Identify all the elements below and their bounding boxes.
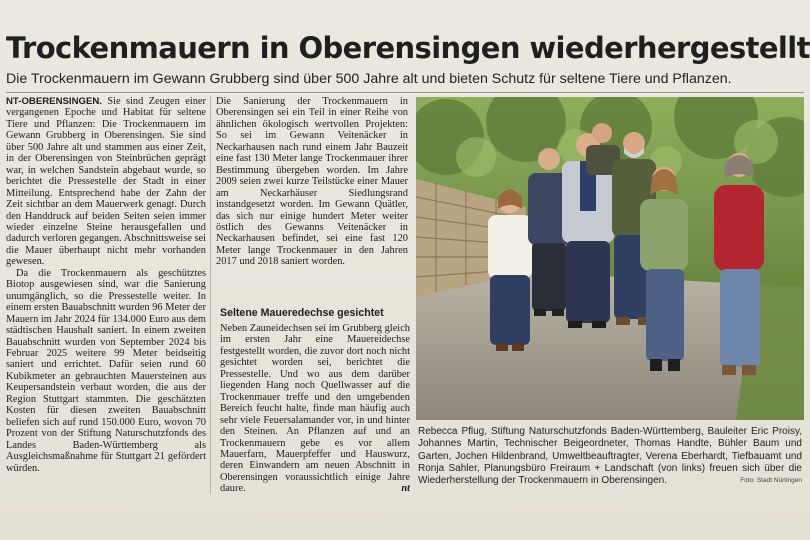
subheadline: Die Trockenmauern im Gewann Grubberg sind über 500 Jahre alt und bieten Schutz für seltene Tiere und Pflanzen. bbox=[6, 71, 732, 87]
article-column-1 bbox=[6, 96, 206, 474]
author-signature: nt bbox=[401, 483, 410, 495]
column-divider-1 bbox=[210, 96, 211, 494]
section-subtitle: Seltene Maueredechse gesichtet bbox=[220, 307, 384, 319]
column-2-paragraph-1: Die Sanierung der Trockenmauern in Oberensingen sei ein Teil in einer Reihe von ähnlichen ökologisch wertvollen Projekten: So sei im Gewann Veitenäcker in Neckarhausen nach rund einem Jahr Bauzeit eine fast 130 Meter lange Trockenmauer ihrer Bestimmung übergeben worden. Im Jahre 2009 seien zwei kurze Teilstücke einer Mauer am Neckarhäuser Siedlungsrand instandgesetzt worden. Im Gewann Quätler, das sich nur einige hundert Meter weiter östlich des Gewanns Veitenäcker in Neckarhausen befindet, sei eine fast 120 Meter lange Trockenmauer in den Jahren 2017 und 2018 saniert worden. bbox=[216, 96, 408, 268]
dateline: NT-OBERENSINGEN. bbox=[6, 96, 102, 107]
article-column-2-continued bbox=[220, 307, 410, 495]
photo-credit: Foto: Stadt Nürtingen bbox=[740, 477, 802, 484]
headline-divider bbox=[6, 92, 804, 93]
column-2-paragraph-2 bbox=[220, 323, 410, 495]
column-1-paragraph-1-text: Sie sind Zeugen einer vergangenen Epoche und Habitat für seltene Tiere und Pflanzen: Die Trockenmauern im Gewann Grubberg in Oberensingen. Sie sind über 500 Jahre alt und stammen aus einer Zeit, in der Oberensingen von Steinbrüchen geprägt war, in welchen Sandstein abgebaut wurde, so berichtet die Pressestelle der Stadt in einer Mitteilung. Entsprechend habe der Zahn der Zeit sichtbar an dem Mauerwerk genagt. Durch den Handdruck auf beiden Seiten seien immer wieder einzelne Steine herausgefallen und dadurch verloren gegangen. Abschnittsweise sei die Mauer überhaupt nicht mehr vorhanden gewesen. bbox=[6, 96, 206, 268]
column-1-paragraph-2: Da die Trockenmauern als geschütztes Biotop ausgewiesen sind, war die Sanierung unumgänglich, so die Pressestelle weiter. In einem ersten Bauabschnitt wurden 96 Meter der Mauern im Jahr 2024 für 134.000 Euro aus dem städtischen Haushalt saniert. In einem zweiten Bauabschnitt wurden von September 2024 bis Februar 2025 weitere 99 Meter beidseitig saniert und errichtet. Dafür seien rund 60 Kubikmeter an gebrauchten Mauersteinen aus Keupersandstein verbaut worden, die aus der Region Stuttgart stammten. Die geschätzten Kosten für diesen zweiten Bauabschnitt beliefen sich auf rund 150.000 Euro, wovon 70 Prozent von der Stiftung Naturschutzfonds des Landes Baden-Württemberg als Ausgleichsmaßnahme für Stuttgart 21 gefördert würden. bbox=[6, 267, 206, 474]
photo-caption: Rebecca Pflug, Stiftung Naturschutzfonds Baden-Württemberg, Bauleiter Eric Proisy, Johannes Martin, Technischer Beigeordneter, Thomas Handte, Bühler Baum und Garten, Jochen Hildenbrand, Umweltbeauftragter, Verena Eberhardt, Tiefbauamt und Ronja Sahler, Planungsbüro Freiraum + Landschaft (von links) freuen sich über die Wiederherstellung der Trockenmauern in Oberensingen. bbox=[418, 426, 802, 487]
person-7 bbox=[714, 153, 764, 375]
group-photo-illustration bbox=[416, 97, 804, 420]
article-column-2 bbox=[216, 96, 408, 268]
column-1-paragraph-1 bbox=[6, 96, 206, 268]
column-2-paragraph-2-text: Neben Zauneidechsen sei im Grubberg gleich im ersten Jahr eine Mauereidechse festgestellt worden, die zuvor dort noch nicht gesichtet worden sei, berichtet die Pressestelle. Und wo aus dem darüber liegenden Hang noch Quellwasser auf die Trockenmauer treffe und den umgebenden Bereich feucht halte, finde man häufig auch sehr viele Feuersalamander vor, in und hinter den Steinen. An Pflanzen auf und an Trockenmauern gebe es vor allem Mauerfarn, Mauerpfeffer und Hauswurz, deren Einwandern am neuen Abschnitt in Oberensingen voraussichtlich einige Jahre daure. bbox=[220, 323, 410, 495]
group-photo bbox=[416, 97, 804, 420]
headline: Trockenmauern in Oberensingen wiederhergestellt bbox=[6, 31, 810, 65]
